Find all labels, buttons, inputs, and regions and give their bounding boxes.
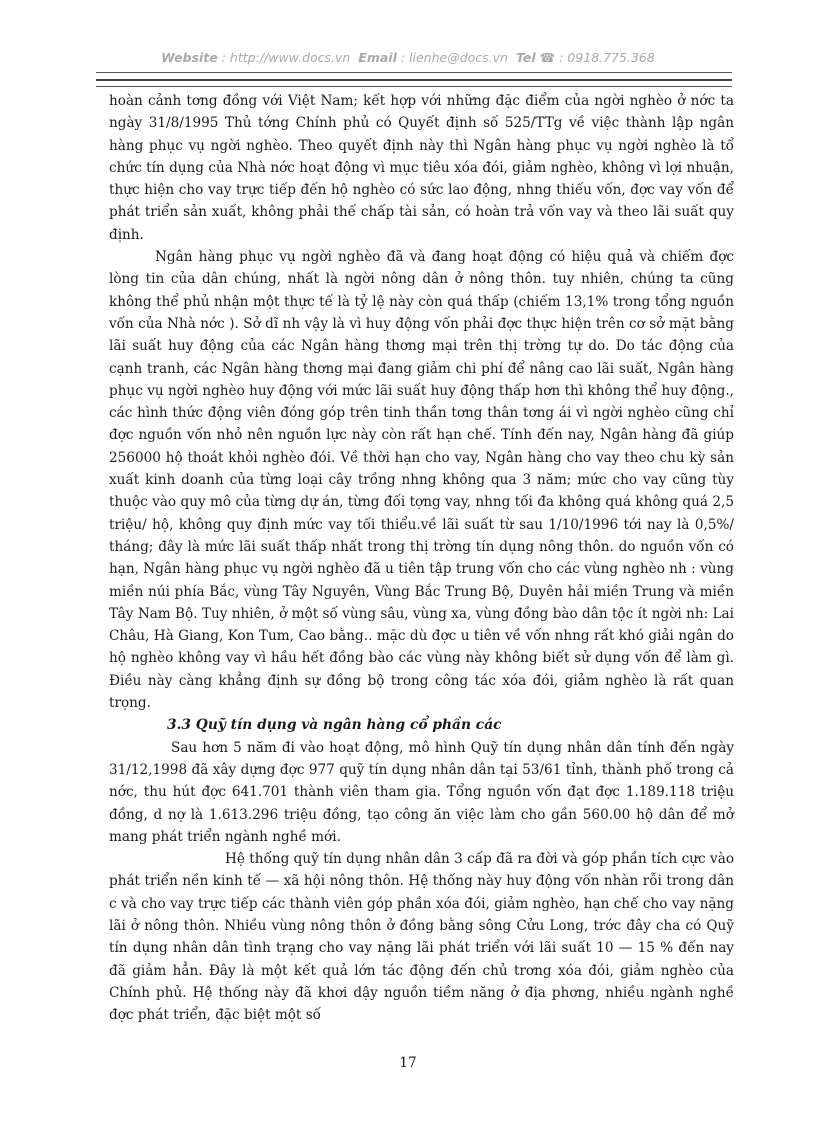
website-value: : http://www.docs.vn (221, 50, 351, 65)
tel-value: ☎ : 0918.775.368 (539, 50, 655, 65)
paragraph-3: Sau hơn 5 năm đi vào hoạt động, mô hình Quỹ tín dụng nhân dân tính đến ngày 31/12,1998 đã xây dựng đợc 977 quỹ tín dụng nhân dân tại 53/61 tỉnh, thành phố trong cả nớc, thu hút đợc 641.701 thành viên tham gia. Tổng nguồn vốn đạt đợc 1.189.118 triệu đồng, d nợ là 1.613.296 triệu đồng, tạo công ăn việc làm cho gần 560.00 hộ dân để mở mang phát triển ngành nghề mới. (109, 739, 734, 845)
document-body (109, 90, 734, 1026)
page-number: 17 (399, 1055, 417, 1071)
header-rule-bottom (96, 86, 732, 87)
email-value: : lienhe@docs.vn (400, 50, 508, 65)
header-rule-top (96, 72, 732, 73)
paragraph-4: Hệ thống quỹ tín dụng nhân dân 3 cấp đã ra đời và góp phần tích cực vào phát triển nền kinh tế — xã hội nông thôn. Hệ thống này huy động vốn nhàn rỗi trong dân c và cho vay trực tiếp các thành viên góp phần xóa đói, giảm nghèo, hạn chế cho vay nặng lãi ở nông thôn. Nhiều vùng nông thôn ở đồng bằng sông Cửu Long, trớc đây cha có Quỹ tín dụng nhân dân tình trạng cho vay nặng lãi phát triển với lãi suất 10 — 15 % đến nay đã giảm hẳn. Đây là một kết quả lớn tác động đến chủ trơng xóa đói, giảm nghèo của Chính phủ. Hệ thống này đã khơi dậy nguồn tiềm năng ở địa phơng, nhiều ngành nghề đợc phát triển, đặc biệt một số (109, 851, 734, 1024)
email-label: Email (358, 50, 397, 65)
website-label: Website (161, 50, 218, 65)
paragraph-1: hoàn cảnh tơng đồng với Việt Nam; kết hợp với những đặc điểm của ngời nghèo ở nớc ta ngày 31/8/1995 Thủ tớng Chính phủ có Quyết định số 525/TTg về việc thành lập ngân hàng phục vụ ngời nghèo. Theo quyết định này thì Ngân hàng phục vụ ngời nghèo là tổ chức tín dụng của Nhà nớc hoạt động vì mục tiêu xóa đói, giảm nghèo, không vì lợi nhuận, thực hiện cho vay trực tiếp đến hộ nghèo có sức lao động, nhng thiếu vốn, đợc vay vốn để phát triển sản xuất, không phải thế chấp tài sản, có hoàn trả vốn vay và theo lãi suất quy định. (109, 93, 734, 243)
section-heading: 3.3 Quỹ tín dụng và ngân hàng cổ phần các (167, 717, 502, 734)
tel-label: Tel (515, 50, 536, 65)
paragraph-2: Ngân hàng phục vụ ngời nghèo đã và đang hoạt động có hiệu quả và chiếm đợc lòng tin của dân chúng, nhất là ngời nông dân ở nông thôn. tuy nhiên, chúng ta cũng không thể phủ nhận một thực tế là tỷ lệ này còn quá thấp (chiếm 13,1% trong tổng nguồn vốn của Nhà nớc ). Sở dĩ nh vậy là vì huy động vốn phải đợc thực hiện trên cơ sở mặt bằng lãi suất huy động của các Ngân hàng thơng mại trên thị trờng tự do. Do tác động của cạnh tranh, các Ngân hàng thơng mại đang giảm chi phí để nâng cao lãi suất, Ngân hàng phục vụ ngời nghèo huy động với mức lãi suất huy động thấp hơn thì không thể huy động., các hình thức động viên đóng góp trên tinh thần tơng thân tơng ái vì ngời nghèo cũng chỉ đợc nguồn vốn nhỏ nên nguồn lực này còn rất hạn chế. Tính đến nay, Ngân hàng đã giúp 256000 hộ thoát khỏi nghèo đói. Về thời hạn cho vay, Ngân hàng cho vay theo chu kỳ sản xuất kinh doanh của từng loại cây trồng nhng không qua 3 năm; mức cho vay cũng tùy thuộc vào quy mô của từng dự án, từng đối tợng vay, nhng tối đa không quá không quá 2,5 triệu/ hộ, không quy định mức vay tối thiểu.về lãi suất từ sau 1/10/1996 tới nay là 0,5%/ tháng; đây là mức lãi suất thấp nhất trong thị trờng tín dụng nông thôn. do nguồn vốn có hạn, Ngân hàng phục vụ ngời nghèo đã u tiên tập trung vốn cho các vùng nghèo nh : vùng miền núi phía Bắc, vùng Tây Nguyên, Vùng Bắc Trung Bộ, Duyên hải miền Trung và miền Tây Nam Bộ. Tuy nhiên, ở một số vùng sâu, vùng xa, vùng đồng bào dân tộc ít ngời nh: Lai Châu, Hà Giang, Kon Tum, Cao bằng.. mặc dù đợc u tiên về vốn nhng rất khó giải ngân do hộ nghèo không vay vì hầu hết đồng bào các vùng này không biết sử dụng vốn để làm gì. Điều này càng khẳng định sự đồng bộ trong công tác xóa đói, giảm nghèo là rất quan trọng. (109, 249, 734, 712)
page-header (0, 50, 816, 65)
header-rule-middle (96, 79, 732, 81)
